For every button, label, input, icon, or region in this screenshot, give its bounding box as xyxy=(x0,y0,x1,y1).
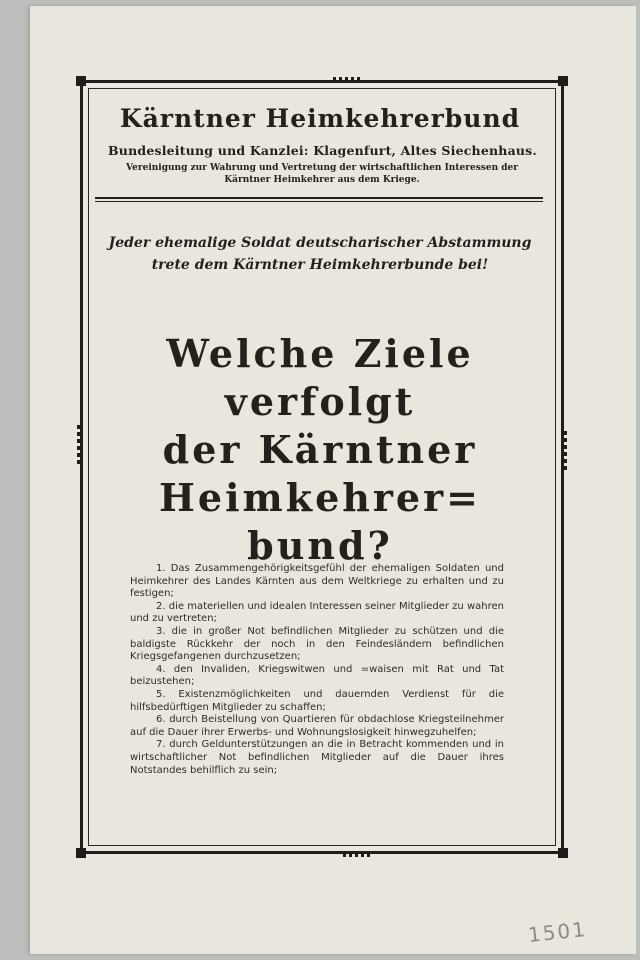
goal-item: 2. die materiellen und idealen Interessen seiner Mitglieder zu wahren und zu vertreten; xyxy=(130,600,504,625)
appeal-line: trete dem Kärntner Heimkehrerbunde bei! xyxy=(151,257,489,273)
goal-item: 4. den Invaliden, Kriegswitwen und =waisen mit Rat und Tat beizustehen; xyxy=(130,663,504,688)
goal-item: 5. Existenzmöglichkeiten und dauernden Verdienst für die hilfsbedürftigen Mitglieder zu schaffen; xyxy=(130,688,504,713)
border-corner xyxy=(558,848,568,858)
goal-item: 1. Das Zusammengehörigkeitsgefühl der ehemaligen Soldaten und Heimkehrer des Landes Kärnten aus dem Weltkriege zu erhalten und zu festigen; xyxy=(130,563,504,600)
border-corner xyxy=(558,76,568,86)
border-ornament xyxy=(333,77,361,82)
membership-appeal xyxy=(95,232,545,276)
appeal-line: Jeder ehemalige Soldat deutscharischer Abstammung xyxy=(108,235,532,251)
headline-line: Welche Ziele verfolgt xyxy=(166,331,474,424)
headline-line: bund? xyxy=(247,523,393,568)
header-divider xyxy=(95,201,543,202)
headline-line: der Kärntner xyxy=(162,427,478,472)
goal-item: 7. durch Geldunterstützungen an die in Betracht kommenden und in wirtschaftlicher Not befindlichen Mitglieder auf die Dauer ihres Notstandes behilflich zu sein; xyxy=(130,739,504,776)
border-ornament xyxy=(77,425,83,465)
goal-item: 3. die in großer Not befindlichen Mitglieder zu schützen und die baldigste Rückkehr der noch in den Feindesländern befindlichen Kriegsgefangenen durchzusetzen; xyxy=(130,625,504,663)
main-headline xyxy=(95,330,545,570)
organization-title: Kärntner Heimkehrerbund xyxy=(119,104,521,133)
border-corner xyxy=(76,76,86,86)
pencil-annotation: 1501 xyxy=(526,916,588,948)
border-ornament xyxy=(343,852,371,857)
goals-list xyxy=(130,563,504,777)
office-address: Bundesleitung und Kanzlei: Klagenfurt, Altes Siechenhaus. xyxy=(108,143,537,158)
border-corner xyxy=(76,848,86,858)
headline-line: Heimkehrer= xyxy=(159,475,481,520)
purpose-line: Kärntner Heimkehrer aus dem Kriege. xyxy=(224,175,420,185)
purpose-statement xyxy=(106,162,538,186)
header-divider xyxy=(95,197,543,199)
purpose-line: Vereinigung zur Wahrung und Vertretung der wirtschaftlichen Interessen der xyxy=(125,163,519,173)
border-ornament xyxy=(561,431,567,471)
goal-item: 6. durch Beistellung von Quartieren für obdachlose Kriegsteilnehmer auf die Dauer ihrer Erwerbs- und Wohnungslosigkeit hinwegzuhelfen; xyxy=(130,714,504,738)
